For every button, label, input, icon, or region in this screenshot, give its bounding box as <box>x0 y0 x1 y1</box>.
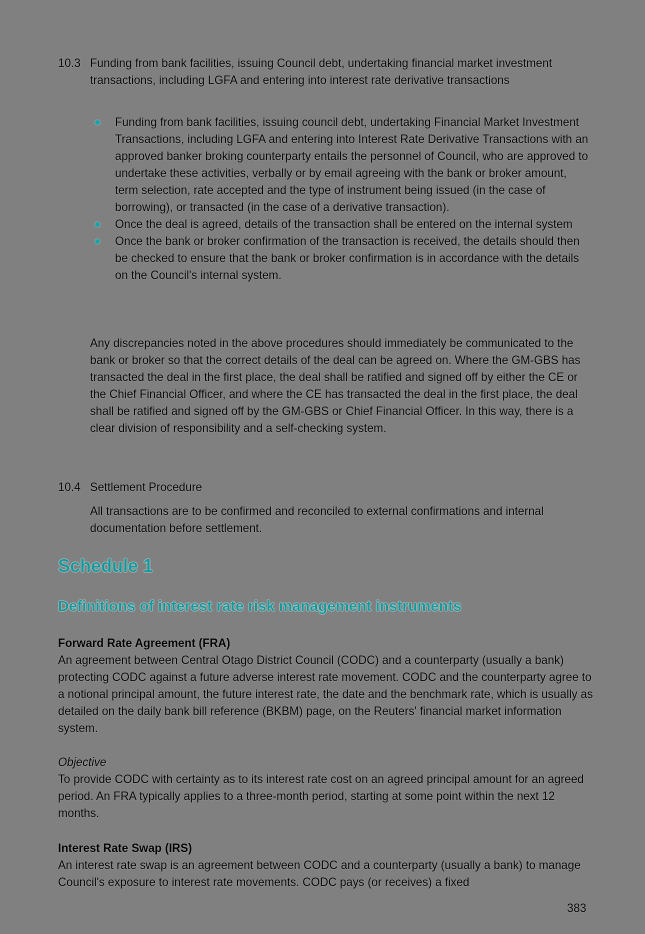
procedure-bullet-list <box>90 114 590 284</box>
list-item <box>90 114 590 216</box>
list-item <box>90 233 590 284</box>
settlement-paragraph: All transactions are to be confirmed and reconciled to external confirmations and internal documentation before settlement. <box>90 505 544 535</box>
fra-objective-text: To provide CODC with certainty as to its interest rate cost on an agreed principal amount for an agreed period. An FRA typically applies to a three-month period, starting at some point within the next 12 months. <box>58 773 584 820</box>
list-item <box>90 216 590 233</box>
fra-objective-label: Objective <box>58 756 107 769</box>
schedule-subtitle: Definitions of interest rate risk management instruments <box>58 598 462 615</box>
bullet-icon <box>95 239 100 244</box>
bullet-icon <box>95 222 100 227</box>
bullet-text: Once the bank or broker confirmation of the transaction is received, the details should then be checked to ensure that the bank or broker confirmation is in accordance with the details on the Council's internal system. <box>115 235 580 282</box>
schedule-title: Schedule 1 <box>58 556 154 576</box>
irs-term: Interest Rate Swap (IRS) <box>58 842 193 855</box>
section-number: 10.4 <box>58 481 81 494</box>
irs-definition: An interest rate swap is an agreement between CODC and a counterparty (usually a bank) to manage Council's exposure to interest rate movements. CODC pays (or receives) a fixed <box>58 859 581 889</box>
discrepancies-paragraph: Any discrepancies noted in the above procedures should immediately be communicated to the bank or broker so that the correct details of the deal can be agreed on. Where the GM-GBS has transacted the deal in the first place, the deal shall be ratified and signed off by either the CE or the Chief Financial Officer, and where the CE has transacted the deal in the first place, the deal shall be ratified and signed off by the GM-GBS or Chief Financial Officer. In this way, there is a clear division of responsibility and a self-checking system. <box>90 337 581 435</box>
bullet-text: Once the deal is agreed, details of the transaction shall be entered on the internal system <box>115 218 573 231</box>
bullet-text: Funding from bank facilities, issuing council debt, undertaking Financial Market Investment Transactions, including LGFA and entering into Interest Rate Derivative Transactions with an approved banker broking counterparty entails the personnel of Council, who are approved to undertake these activities, verbally or by email agreeing with the bank or broker amount, term selection, rate accepted and the type of instrument being issued (in the case of borrowing), or transacted (in the case of a derivative transaction). <box>115 116 589 214</box>
page-number: 383 <box>567 902 587 915</box>
section-title: Funding from bank facilities, issuing Council debt, undertaking financial market investment transactions, including LGFA and entering into interest rate derivative transactions <box>90 57 553 87</box>
fra-definition: An agreement between Central Otago District Council (CODC) and a counterparty (usually a bank) protecting CODC against a future adverse interest rate movement. CODC and the counterparty agree to a notional principal amount, the future interest rate, the date and the benchmark rate, which is usually as detailed on the daily bank bill reference (BKBM) page, on the Reuters' financial market information system. <box>58 654 593 735</box>
bullet-icon <box>95 120 100 125</box>
section-number: 10.3 <box>58 57 81 70</box>
fra-term: Forward Rate Agreement (FRA) <box>58 637 231 650</box>
section-title: Settlement Procedure <box>90 481 203 494</box>
